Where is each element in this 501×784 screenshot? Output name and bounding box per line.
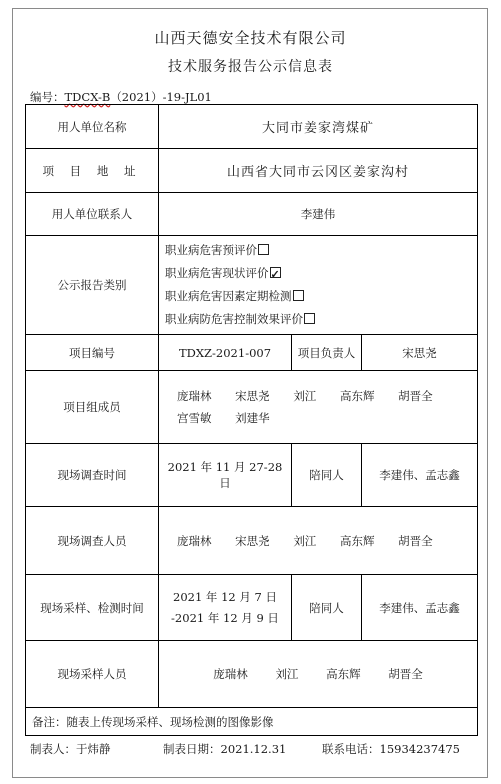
- sampling-time-label: 现场采样、检测时间: [26, 575, 159, 641]
- contact-phone: 联系电话：15934237475: [322, 742, 460, 756]
- team-label: 项目组成员: [26, 371, 159, 444]
- info-table: [25, 104, 478, 736]
- survey-staff-list: [159, 507, 478, 575]
- row-address: [26, 149, 478, 193]
- address-label: 项 目 地 址: [26, 149, 159, 193]
- survey-staff-member: 宋思尧: [235, 533, 270, 548]
- survey-staff-member: 高东辉: [339, 533, 375, 548]
- sampling-escort-value: 李建伟、孟志鑫: [362, 575, 478, 641]
- team-member: 胡晋全: [398, 389, 433, 403]
- contact-value: 李建伟: [159, 193, 478, 236]
- checkbox-icon[interactable]: [293, 290, 304, 301]
- doc-no-label: 编号：: [30, 90, 65, 104]
- survey-staff-member: 胡晋全: [398, 533, 433, 548]
- sampling-staff-member: 庞瑞林: [213, 667, 248, 681]
- doc-no-code: TDCX-B: [64, 90, 111, 104]
- sampling-staff-label: 现场采样人员: [26, 641, 159, 708]
- category-item[interactable]: 职业病危害现状评价✓: [165, 262, 473, 285]
- survey-time-label: 现场调查时间: [26, 444, 159, 507]
- team-member: 高东辉: [339, 389, 375, 403]
- row-sampling-time: [26, 575, 478, 641]
- survey-staff-member: 刘江: [293, 533, 317, 548]
- survey-staff-member: 庞瑞林: [177, 533, 212, 548]
- checkbox-checked-icon[interactable]: [270, 267, 281, 278]
- project-lead-label: 项目负责人: [292, 335, 362, 371]
- sampling-escort-label: 陪同人: [292, 575, 362, 641]
- note: 备注：随表上传现场采样、现场检测的图像影像: [26, 708, 478, 736]
- category-item[interactable]: 职业病危害预评价: [165, 239, 473, 262]
- project-no-label: 项目编号: [26, 335, 159, 371]
- form-title: 技术服务报告公示信息表: [168, 59, 333, 75]
- row-note: [26, 708, 478, 736]
- checkbox-icon[interactable]: [258, 244, 269, 255]
- row-team: [26, 371, 478, 444]
- team-member: 刘江: [293, 389, 317, 403]
- row-category: [26, 236, 478, 335]
- contact-label: 用人单位联系人: [26, 193, 159, 236]
- category-label: 公示报告类别: [26, 236, 159, 335]
- team-member: 刘建华: [235, 411, 270, 425]
- row-survey-staff: [26, 507, 478, 575]
- category-checklist: [159, 236, 478, 335]
- team-member: 庞瑞林: [177, 389, 212, 403]
- row-contact: [26, 193, 478, 236]
- team-member: 宫雪敏: [177, 411, 212, 425]
- table-maker: 制表人：于炜静: [30, 742, 111, 756]
- company-title: 山西天德安全技术有限公司: [154, 29, 347, 47]
- project-lead-value: 宋思尧: [362, 335, 478, 371]
- team-members: [159, 371, 478, 444]
- survey-time-value: 2021 年 11 月 27-28 日: [159, 444, 292, 507]
- document-number: [30, 89, 212, 105]
- employer-label: 用人单位名称: [26, 105, 159, 149]
- employer-value: 大同市姜家湾煤矿: [159, 105, 478, 149]
- row-employer: [26, 105, 478, 149]
- row-sampling-staff: [26, 641, 478, 708]
- survey-escort-value: 李建伟、孟志鑫: [362, 444, 478, 507]
- address-value: 山西省大同市云冈区姜家沟村: [159, 149, 478, 193]
- table-date: 制表日期：2021.12.31: [163, 742, 287, 756]
- survey-escort-label: 陪同人: [292, 444, 362, 507]
- sampling-staff-member: 高东辉: [326, 667, 361, 681]
- sampling-staff-member: 胡晋全: [388, 667, 423, 681]
- sampling-staff-member: 刘江: [275, 667, 299, 681]
- sampling-time-value: 2021 年 12 月 7 日 -2021 年 12 月 9 日: [159, 575, 292, 641]
- category-item[interactable]: 职业病防危害控制效果评价: [165, 308, 473, 331]
- sampling-staff-list: [159, 641, 478, 708]
- category-item[interactable]: 职业病危害因素定期检测: [165, 285, 473, 308]
- team-member: 宋思尧: [235, 389, 270, 403]
- survey-staff-label: 现场调查人员: [26, 507, 159, 575]
- project-no-value: TDXZ-2021-007: [159, 335, 292, 371]
- row-project-no: [26, 335, 478, 371]
- row-survey-time: [26, 444, 478, 507]
- checkbox-icon[interactable]: [304, 313, 315, 324]
- doc-no-rest: （2021）-19-JL01: [110, 90, 212, 104]
